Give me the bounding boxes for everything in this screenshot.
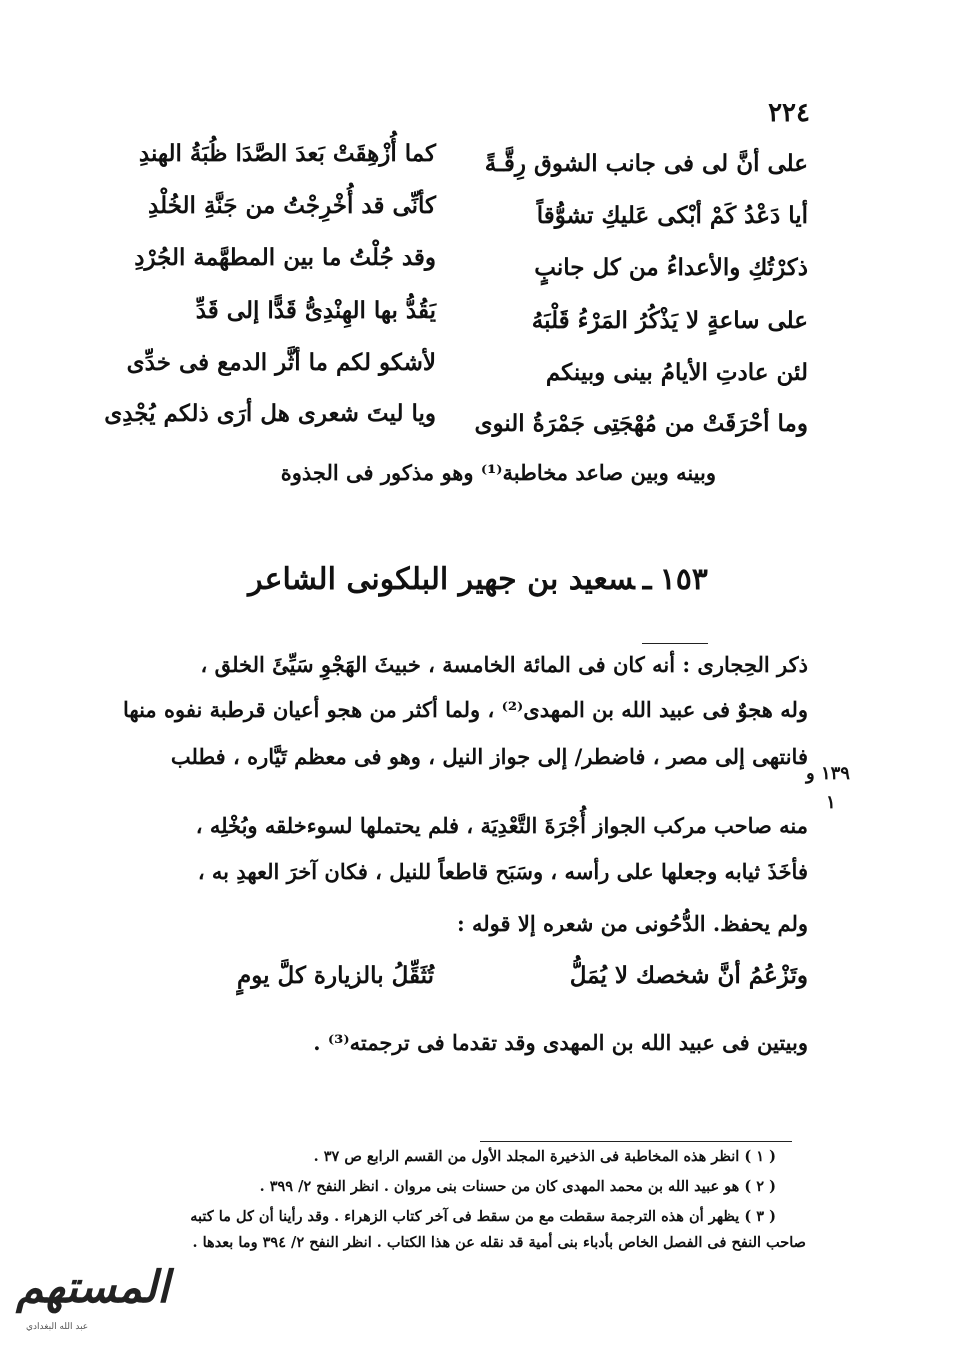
footnote-divider bbox=[480, 1141, 792, 1142]
poem-line: ذكرْتُكِ والأعداءُ من كل جانبٍ bbox=[534, 254, 808, 281]
paragraph-line: ذكر الحِجارى : أنه كان فى المائة الخامسة ، خبيثَ الهَجْوِ سَيِّئَ الخلق ، bbox=[200, 652, 808, 677]
section-number: ١٥٣ bbox=[659, 562, 708, 597]
watermark-logo-text: المستهم bbox=[16, 1262, 170, 1313]
poem-line: وما أحْرَقَتْ من مُهْجَتِى جَمْرَةُ النوى bbox=[474, 410, 808, 437]
watermark-logo bbox=[12, 1262, 170, 1346]
poem-line: كأنِّى قد أُخْرِجْتُ من جَنَّةِ الخُلْدِ bbox=[148, 192, 436, 219]
paragraph-line: ولم يحفظ. الدُّحُونى من شعره إلا قوله : bbox=[456, 911, 808, 936]
intro-line: وبينه وبين صاعد مخاطبة⁽¹⁾ وهو مذكور فى الجذوة bbox=[280, 460, 716, 485]
watermark-subtext: عبد الله البغدادي bbox=[26, 1322, 89, 1332]
poem-line: على أنَّ لى فى جانب الشوق رِقَّـةً bbox=[484, 150, 808, 177]
paragraph-line: وله هجوٌ فى عبيد الله بن المهدى⁽²⁾ ، ولما أكثر من هجو أعيان قرطبة نفوه منها bbox=[123, 697, 808, 722]
divider bbox=[642, 643, 708, 644]
margin-folio-note: ١٣٩ و bbox=[806, 763, 850, 784]
poem-right-column bbox=[474, 150, 808, 460]
paragraph-line: فأخَذَ ثيابه وجعلها على رأسه ، وسَبَح قاطعاً للنيل ، فكان آخرَ العهدِ به ، bbox=[197, 859, 808, 884]
footnote: ( ٣ ) يظهر أن هذه الترجمة سقطت مع من سقط فى آخر كتاب الزهراء . وقد رأينا أن كل ما كتبه bbox=[190, 1208, 776, 1225]
paragraph-line: منه صاحب مركب الجواز أُجْرَةَ التَّعْدِيَة ، فلم يحتملها لسوءخلقه وبُخْلِه ، bbox=[195, 813, 808, 838]
poem-line: يَقُدُّ بها الهِنْدِىُّ قَدًّا إلى قَدِّ bbox=[195, 297, 436, 324]
poem-line: ويا ليتَ شعرى هل أرَى ذلكم يُجْدِى bbox=[104, 400, 436, 427]
section-dash: ـ bbox=[642, 562, 652, 597]
verse-hemistich: وتَزْعُمُ أنَّ شخصك لا يُمَلُّ bbox=[569, 962, 808, 989]
after-verse-line: وبيتين فى عبيد الله بن المهدى وقد تقدما فى ترجمته⁽³⁾ . bbox=[313, 1030, 808, 1055]
footnote: ( ١ ) انظر هذه المخاطبة فى الذخيرة المجلد الأول من القسم الرابع ص ٣٧ . bbox=[313, 1148, 776, 1165]
footnote: ( ٢ ) هو عبيد الله بن محمد المهدى كان من حسنات بنى مروان . انظر النفح ٢/ ٣٩٩ . bbox=[259, 1178, 776, 1195]
poem-line: لأشكو لكم ما أثَّر الدمع فى خدِّى bbox=[126, 349, 436, 376]
poem-line: أيا دَعْدُ كَمْ أبْكى عَليكِ تشوُّقاً bbox=[536, 202, 808, 229]
margin-folio-note: ١ bbox=[826, 792, 836, 813]
section-title: سعيد بن جهير البلكونى الشاعر bbox=[248, 562, 635, 597]
poem-line: لئن عادتِ الأيامُ بينى وبينكم bbox=[545, 359, 808, 386]
poem-line: وقد جُلْتُ ما بين المطهَّمة الجُرْدِ bbox=[134, 244, 436, 271]
page-number: ٢٢٤ bbox=[768, 98, 810, 128]
paragraph-line: فانتهى إلى مصر ، فاضطر/ إلى جواز النيل ، وهو فى معظم تَيَّاره ، فطلب bbox=[170, 744, 808, 769]
poem-left-column bbox=[104, 140, 436, 450]
verse-hemistich: تُثَقِّلُ بالزيارة كلَّ يومٍ bbox=[237, 962, 434, 989]
poem-line: على ساعةٍ لا يَذْكُرُ المَرْءُ قَلْبَهُ bbox=[531, 307, 808, 334]
footnote: صاحب النفح فى الفصل الخاص بأدباء بنى أمية قد نقله عن هذا الكتاب . انظر النفح ٢/ ٣٩٤ وما بعدها . bbox=[192, 1234, 806, 1251]
poem-line: كما أُزْهِقَتْ بَعدَ الصَّدَا ظُبَةُ الهندِ bbox=[138, 140, 436, 167]
section-heading bbox=[0, 562, 956, 597]
